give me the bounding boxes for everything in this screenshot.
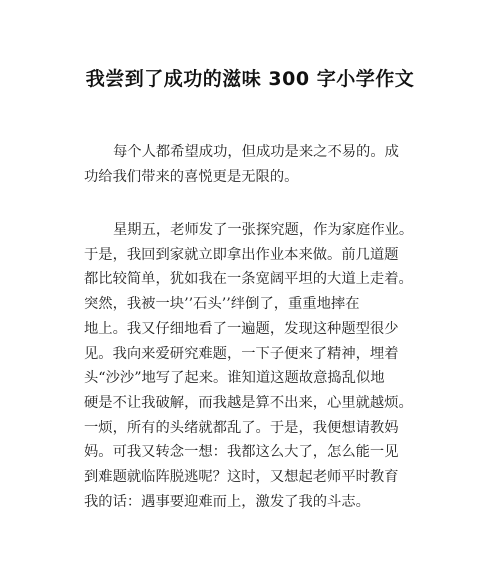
paragraph-line: 到难题就临阵脱逃呢？这时，又想起老师平时教育 — [84, 469, 399, 486]
paragraph-line: 突然，我被一块’’石头’’绊倒了，重重地摔在 — [84, 296, 360, 313]
paragraph-line: 硬是不让我破解，而我越是算不出来，心里就越烦。 — [84, 394, 413, 411]
paragraph-line: 都比较简单，犹如我在一条宽阔平坦的大道上走着。 — [84, 271, 413, 288]
paragraph-body — [84, 218, 424, 514]
paragraph-intro — [84, 140, 424, 189]
paragraph-line: 于是，我回到家就立即拿出作业本来做。前几道题 — [84, 246, 399, 263]
paragraph-line: 见。我向来爱研究难题，一下子便来了精神，埋着 — [84, 345, 399, 362]
paragraph-line: 每个人都希望成功，但成功是来之不易的。成 — [113, 144, 399, 160]
paragraph-line: 功给我们带来的喜悦更是无限的。 — [84, 168, 299, 185]
paragraph-line: 一烦，所有的头绪就都乱了。于是，我便想请教妈 — [84, 419, 399, 436]
paragraph-line: 头“沙沙”地写了起来。谁知道这题故意捣乱似地 — [84, 370, 385, 387]
document-title: 我尝到了成功的滋味 300 字小学作文 — [85, 68, 415, 90]
paragraph-line: 地上。我又仔细地看了一遍题，发现这种题型很少 — [84, 320, 399, 337]
paragraph-line: 妈。可我又转念一想：我都这么大了，怎么能一见 — [84, 444, 399, 461]
paragraph-line: 我的话：遇事要迎难而上，激发了我的斗志。 — [84, 493, 370, 510]
paragraph-line: 星期五，老师发了一张探究题，作为家庭作业。 — [113, 222, 414, 238]
